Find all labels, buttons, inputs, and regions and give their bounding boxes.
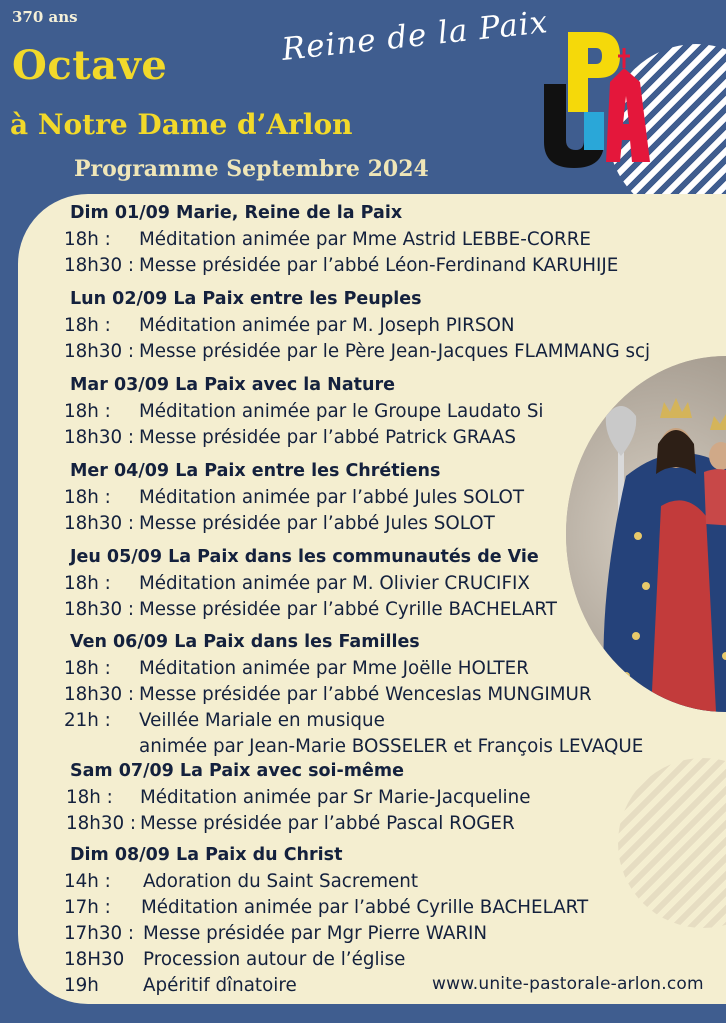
anniversary-label: 370 ans [12, 8, 78, 26]
event-time: 18h : [64, 658, 111, 679]
event-time: 18h30 : [64, 513, 135, 534]
event-desc: Méditation animée par M. Joseph PIRSON [139, 315, 515, 336]
event-time: 17h30 : [64, 923, 135, 944]
event-time: 14h : [64, 871, 111, 892]
event-desc: Méditation animée par Sr Marie-Jacqueline [140, 787, 531, 808]
script-title: Reine de la Paix [280, 4, 550, 68]
event-time: 18h30 : [64, 684, 135, 705]
event-desc: Messe présidée par le Père Jean-Jacques FLAMMANG scj [139, 341, 651, 362]
event-time: 18H30 [64, 949, 125, 970]
day-heading: Sam 07/09 La Paix avec soi-même [70, 761, 404, 781]
day-heading: Dim 08/09 La Paix du Christ [70, 845, 343, 865]
title-octave: Octave [12, 42, 168, 89]
event-desc: Adoration du Saint Sacrement [143, 871, 419, 892]
event-time: 18h30 : [64, 341, 135, 362]
event-time: 18h30 : [64, 427, 135, 448]
event-desc: Messe présidée par l’abbé Pascal ROGER [140, 813, 515, 834]
event-desc: Apéritif dînatoire [143, 975, 297, 996]
event-desc: Messe présidée par Mgr Pierre WARIN [143, 923, 488, 944]
event-time: 19h [64, 975, 99, 996]
event-time: 17h : [64, 897, 111, 918]
event-time: 18h : [64, 487, 111, 508]
event-time: 18h30 : [66, 813, 137, 834]
event-time: 18h : [64, 573, 111, 594]
event-desc: Procession autour de l’église [143, 949, 406, 970]
day-heading: Lun 02/09 La Paix entre les Peuples [70, 289, 422, 309]
event-desc: Méditation animée par l’abbé Cyrille BACHELART [141, 897, 589, 918]
website-link[interactable]: www.unite-pastorale-arlon.com [432, 974, 704, 994]
event-desc: Méditation animée par le Groupe Laudato Si [139, 401, 544, 422]
day-heading: Mer 04/09 La Paix entre les Chrétiens [70, 461, 441, 481]
event-desc: Messe présidée par l’abbé Wenceslas MUNGIMUR [139, 684, 592, 705]
event-desc: Méditation animée par Mme Astrid LEBBE-CORRE [139, 229, 591, 250]
title-notre-dame: à Notre Dame d’Arlon [10, 108, 353, 141]
event-desc: Messe présidée par l’abbé Patrick GRAAS [139, 427, 516, 448]
event-desc: Méditation animée par M. Olivier CRUCIFIX [139, 573, 530, 594]
event-time: 18h : [64, 229, 111, 250]
day-heading: Jeu 05/09 La Paix dans les communautés de Vie [70, 547, 539, 567]
event-desc: Méditation animée par l’abbé Jules SOLOT [139, 487, 525, 508]
event-desc: Messe présidée par l’abbé Cyrille BACHELART [139, 599, 557, 620]
event-desc: Messe présidée par l’abbé Léon-Ferdinand KARUHIJE [139, 255, 619, 276]
day-heading: Mar 03/09 La Paix avec la Nature [70, 375, 395, 395]
upa-logo [540, 28, 654, 170]
event-desc: animée par Jean-Marie BOSSELER et François LEVAQUE [139, 736, 644, 757]
event-time: 18h30 : [64, 599, 135, 620]
day-heading: Dim 01/09 Marie, Reine de la Paix [70, 203, 403, 223]
event-time: 21h : [64, 710, 111, 731]
event-desc: Messe présidée par l’abbé Jules SOLOT [139, 513, 495, 534]
event-desc: Méditation animée par Mme Joëlle HOLTER [139, 658, 529, 679]
event-time: 18h : [66, 787, 113, 808]
event-time: 18h : [64, 401, 111, 422]
programme-title: Programme Septembre 2024 [74, 156, 429, 182]
event-desc: Veillée Mariale en musique [139, 710, 385, 731]
event-time: 18h30 : [64, 255, 135, 276]
event-time: 18h : [64, 315, 111, 336]
day-heading: Ven 06/09 La Paix dans les Familles [70, 632, 420, 652]
